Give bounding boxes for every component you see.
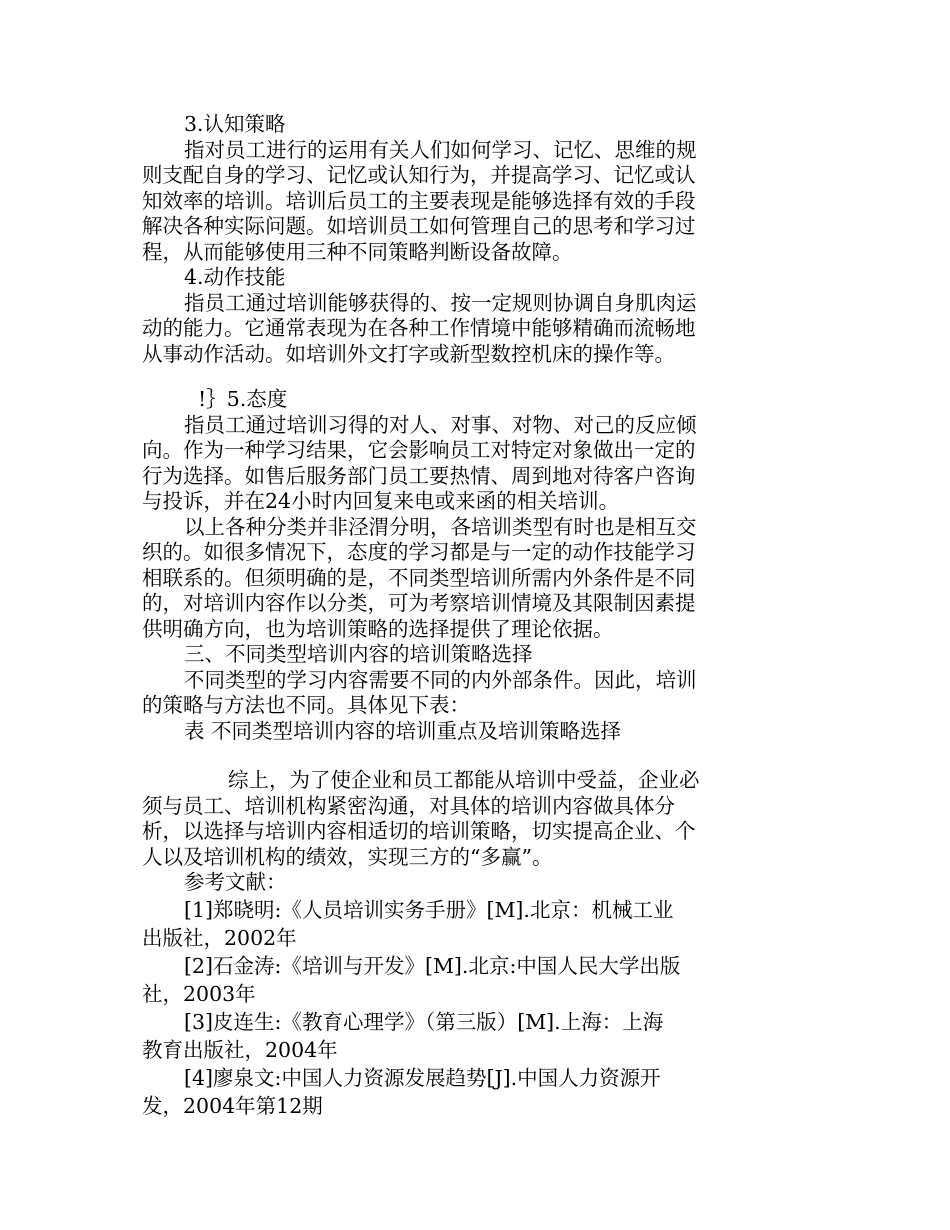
section-heading-motor-skills: 4.动作技能 xyxy=(184,265,286,289)
section-heading-cognitive-strategy: 3.认知策略 xyxy=(184,112,286,136)
paragraph-line: 人以及培训机构的绩效，实现三方的“多赢”。 xyxy=(142,844,553,869)
reference-item: [3]皮连生:《教育心理学》（第三版）[M].上海：上海 xyxy=(184,1009,664,1034)
paragraph-line: 指对员工进行的运用有关人们如何学习、记忆、思维的规 xyxy=(184,137,697,162)
paragraph-line: 不同类型的学习内容需要不同的内外部条件。因此，培训 xyxy=(184,667,697,692)
reference-item: [1]郑晓明:《人员培训实务手册》[M].北京：机械工业 xyxy=(184,897,674,922)
paragraph-line: 指员工通过培训能够获得的、按一定规则协调自身肌肉运 xyxy=(184,290,697,315)
section-heading-strategy-selection: 三、不同类型培训内容的培训策略选择 xyxy=(184,642,533,666)
paragraph-line: 则支配自身的学习、记忆或认知行为，并提高学习、记忆或认 xyxy=(142,163,696,187)
references-heading: 参考文献： xyxy=(184,870,287,894)
paragraph-line: 与投诉，并在24小时内回复来电或来函的相关培训。 xyxy=(142,489,620,513)
paragraph-line: 解决各种实际问题。如培训员工如何管理自己的思考和学习过 xyxy=(142,214,696,238)
paragraph-line: 的策略与方法也不同。具体见下表： xyxy=(142,693,470,717)
paragraph-line: 相联系的。但须明确的是，不同类型培训所需内外条件是不同 xyxy=(142,565,696,590)
reference-item-continuation: 发，2004年第12期 xyxy=(142,1093,323,1118)
document-page xyxy=(142,112,742,1120)
paragraph-line: 向。作为一种学习结果，它会影响员工对特定对象做出一定的 xyxy=(142,438,696,462)
paragraph-line: 指员工通过培训习得的对人、对事、对物、对己的反应倾 xyxy=(184,412,697,437)
reference-list xyxy=(142,896,742,1120)
paragraph-line: 从事动作活动。如培训外文打字或新型数控机床的操作等。 xyxy=(142,341,675,366)
paragraph-line: 的，对培训内容作以分类，可为考察培训情境及其限制因素提 xyxy=(142,591,696,615)
reference-item: [4]廖泉文:中国人力资源发展趋势[J].中国人力资源开 xyxy=(184,1065,661,1090)
paragraph-line: 以上各种分类并非泾渭分明，各培训类型有时也是相互交 xyxy=(184,514,697,539)
paragraph-line: 须与员工、培训机构紧密沟通，对具体的培训内容做具体分 xyxy=(142,793,675,818)
table-caption: 表 不同类型培训内容的培训重点及培训策略选择 xyxy=(184,718,622,743)
paragraph-line: 行为选择。如售后服务部门员工要热情、周到地对待客户咨询 xyxy=(142,463,696,488)
paragraph-line: 织的。如很多情况下，态度的学习都是与一定的动作技能学习 xyxy=(142,540,696,564)
paragraph-line: 程，从而能够使用三种不同策略判断设备故障。 xyxy=(142,239,573,264)
reference-item: [2]石金涛:《培训与开发》[M].北京:中国人民大学出版 xyxy=(184,953,681,978)
paragraph-line: 综上，为了使企业和员工都能从培训中受益，企业必 xyxy=(228,768,700,792)
section-heading-attitude: !｝5.态度 xyxy=(198,387,288,411)
paragraph-line: 动的能力。它通常表现为在各种工作情境中能够精确而流畅地 xyxy=(142,316,696,340)
paragraph-line: 析，以选择与培训内容相适切的培训策略，切实提高企业、个 xyxy=(142,819,696,843)
reference-item-continuation: 教育出版社，2004年 xyxy=(142,1037,338,1062)
reference-item-continuation: 出版社，2002年 xyxy=(142,925,297,950)
reference-item-continuation: 社，2003年 xyxy=(142,981,256,1006)
paragraph-line: 供明确方向，也为培训策略的选择提供了理论依据。 xyxy=(142,616,614,641)
paragraph-line: 知效率的培训。培训后员工的主要表现是能够选择有效的手段 xyxy=(142,188,696,213)
